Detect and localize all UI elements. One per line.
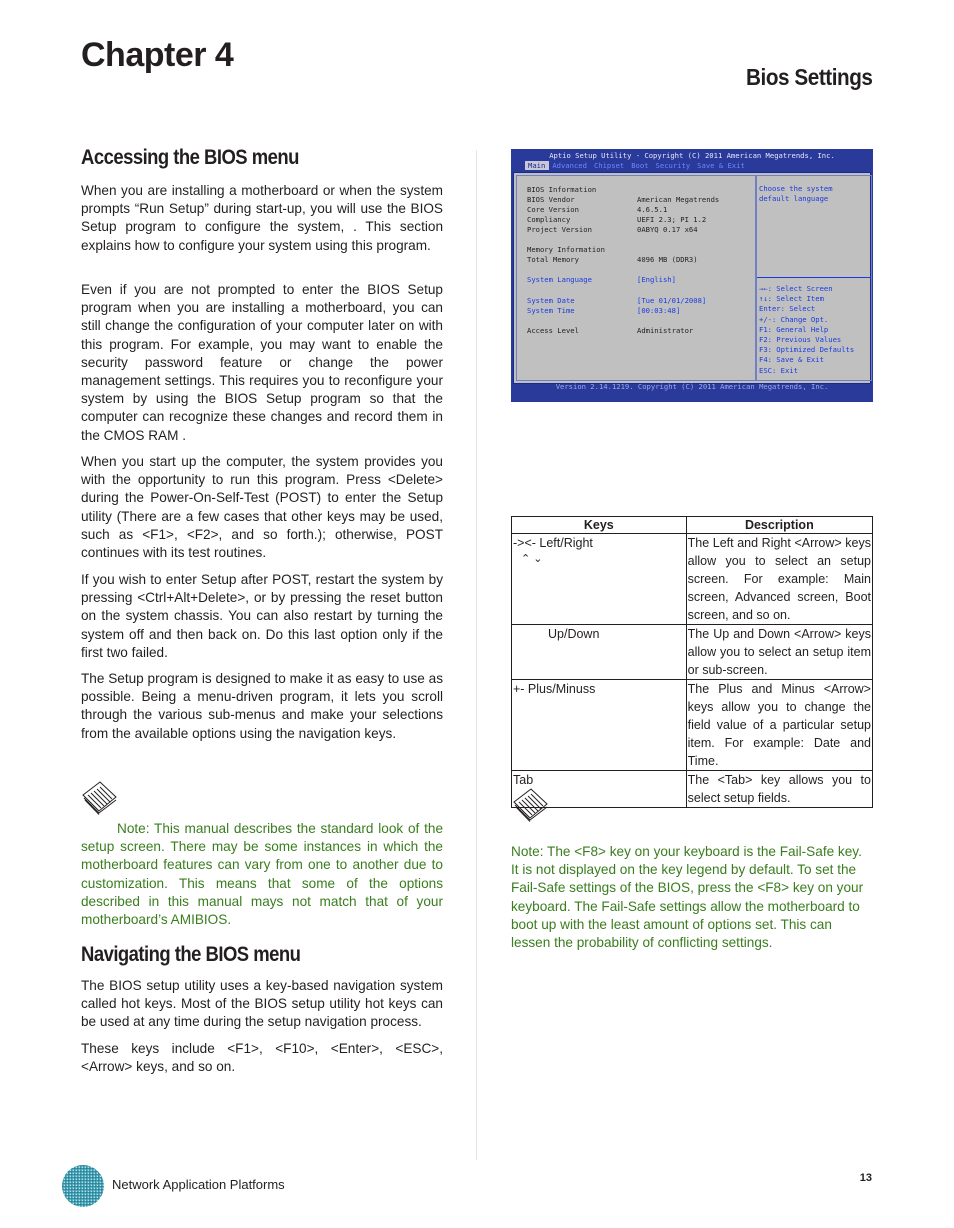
bios-row: System Time [00:03:48] xyxy=(527,306,681,315)
heading-accessing-bios: Accessing the BIOS menu xyxy=(81,146,299,169)
bios-screenshot xyxy=(511,149,873,402)
table-header-description: Description xyxy=(686,517,872,534)
bios-row: Compliancy UEFI 2.3; PI 1.2 xyxy=(527,215,707,224)
table-row xyxy=(512,680,873,771)
note-icon xyxy=(511,786,549,822)
bios-info-pane xyxy=(516,175,756,381)
bios-help-pane xyxy=(756,175,872,381)
bios-tab-security: Security xyxy=(655,161,691,170)
table-cell-key: Up/Down xyxy=(512,625,687,680)
heading-navigating-bios: Navigating the BIOS menu xyxy=(81,943,301,966)
note-right: Note: The <F8> key on your keyboard is the Fail-Safe key. It is not displayed on the key legend by default. To set the Fail-Safe settings of the BIOS, press the <F8> key on your keyboard. The Fail-Safe settings allow the motherboard to boot up with the least amount of options set. This can lessen the probability of conflicting settings. xyxy=(511,844,864,951)
arrow-up-down-icon: ⌃ ⌄ xyxy=(521,553,543,565)
table-row xyxy=(512,625,873,680)
bios-tab-save-exit: Save & Exit xyxy=(697,161,745,170)
bios-row: Project Version 0ABYQ 0.17 x64 xyxy=(527,225,698,234)
paragraph-5: The Setup program is designed to make it as easy to use as possible. Being a menu-driven program, it lets you scroll through the various sub-menus and make your selections from the available options using the navigation keys. xyxy=(81,671,443,741)
bios-row: System Date [Tue 01/01/2008] xyxy=(527,296,707,305)
company-logo-icon xyxy=(60,1163,106,1209)
table-cell-key: +- Plus/Minuss xyxy=(512,680,687,771)
bios-row: Core Version 4.6.5.1 xyxy=(527,205,668,214)
table-cell-desc: The Left and Right <Arrow> keys allow you to select an setup screen. For example: Main screen, Advanced screen, Boot screen, and so on. xyxy=(686,534,872,625)
table-cell-key: Tab xyxy=(512,771,687,808)
bios-title: Aptio Setup Utility - Copyright (C) 2011 American Megatrends, Inc. xyxy=(549,151,835,160)
bios-header xyxy=(511,149,873,171)
table-header-row xyxy=(512,517,873,534)
page-number: 13 xyxy=(859,1172,872,1184)
bios-tab-advanced: Advanced xyxy=(552,161,587,170)
bios-footer: Version 2.14.1219. Copyright (C) 2011 American Megatrends, Inc. xyxy=(555,382,829,391)
bios-tab-main: Main xyxy=(525,161,549,170)
bios-row: System Language [English] xyxy=(527,275,676,284)
table-cell-desc: The Up and Down <Arrow> keys allow you to select an setup item or sub-screen. xyxy=(686,625,872,680)
bios-tabs xyxy=(525,161,749,170)
table-row xyxy=(512,534,873,625)
section-title: Bios Settings xyxy=(745,64,872,90)
bios-row: Memory Information xyxy=(527,245,605,254)
table-row xyxy=(512,771,873,808)
paragraph-3: When you start up the computer, the system provides you with the opportunity to run this program. Press <Delete> during the Power-On-Self-Test (POST) to enter the Setup utility (There are a few cases that other keys may be used, such as <F1>, <F2>, and so forth.); otherwise, POST continues with its test routines. xyxy=(81,454,443,561)
paragraph-2: Even if you are not prompted to enter the BIOS Setup program when you are installing a motherboard, you can still change the configuration of your computer later on with this program. For example, you may want to enable the security password feature or change the power management settings. This requires you to reconfigure your system by using the BIOS Setup program so that the computer can recognize these changes and record them in the CMOS RAM . xyxy=(81,282,443,443)
bios-row: BIOS Information xyxy=(527,185,597,194)
paragraph-7: These keys include <F1>, <F10>, <Enter>, <ESC>, <Arrow> keys, and so on. xyxy=(81,1041,443,1075)
chapter-title: Chapter 4 xyxy=(81,36,234,74)
bios-help-text: Choose the system default language xyxy=(759,184,833,203)
footer-text: Network Application Platforms xyxy=(112,1177,285,1192)
table-cell-desc: The <Tab> key allows you to select setup fields. xyxy=(686,771,872,808)
bios-help-separator xyxy=(757,277,871,278)
bios-row: Total Memory 4096 MB (DDR3) xyxy=(527,255,698,264)
bios-tab-boot: Boot xyxy=(631,161,649,170)
note-left: Note: This manual describes the standard look of the setup screen. There may be some instances in which the motherboard features can vary from one to another due to customization. This means that some of the options described in this manual mays not match that of your motherboard’s AMIBIOS. xyxy=(81,821,443,928)
bios-row: Access Level Administrator xyxy=(527,326,694,335)
table-cell-key: -><- Left/Right ⌃ ⌄ xyxy=(512,534,687,625)
bios-panel xyxy=(513,172,871,384)
column-divider xyxy=(476,150,477,1160)
table-cell-desc: The Plus and Minus <Arrow> keys allow you to change the field value of a particular setup item. For example: Date and Time. xyxy=(686,680,872,771)
bios-key-legend: →←: Select Screen ↑↓: Select Item Enter: Select +/-: Change Opt. F1: General Help F2: Previous Values F3: Optimized Defaults F4: Save & Exit ESC: Exit xyxy=(759,284,855,375)
bios-row: BIOS Vendor American Megatrends xyxy=(527,195,720,204)
note-icon xyxy=(80,779,118,815)
paragraph-6: The BIOS setup utility uses a key-based navigation system called hot keys. Most of the BIOS setup utility hot keys can be used at any time during the setup navigation process. xyxy=(81,978,443,1030)
table-header-keys: Keys xyxy=(512,517,687,534)
paragraph-1: When you are installing a motherboard or when the system prompts “Run Setup” during start-up, you will use the BIOS Setup program to configure the system, . This section explains how to configure your system using this program. xyxy=(81,183,443,253)
paragraph-4: If you wish to enter Setup after POST, restart the system by pressing <Ctrl+Alt+Delete>, or by pressing the reset button on the system chassis. You can also restart by turning the system off and then back on. Do this last option only if the first two failed. xyxy=(81,572,443,660)
keys-table xyxy=(511,516,873,808)
bios-tab-chipset: Chipset xyxy=(593,161,625,170)
